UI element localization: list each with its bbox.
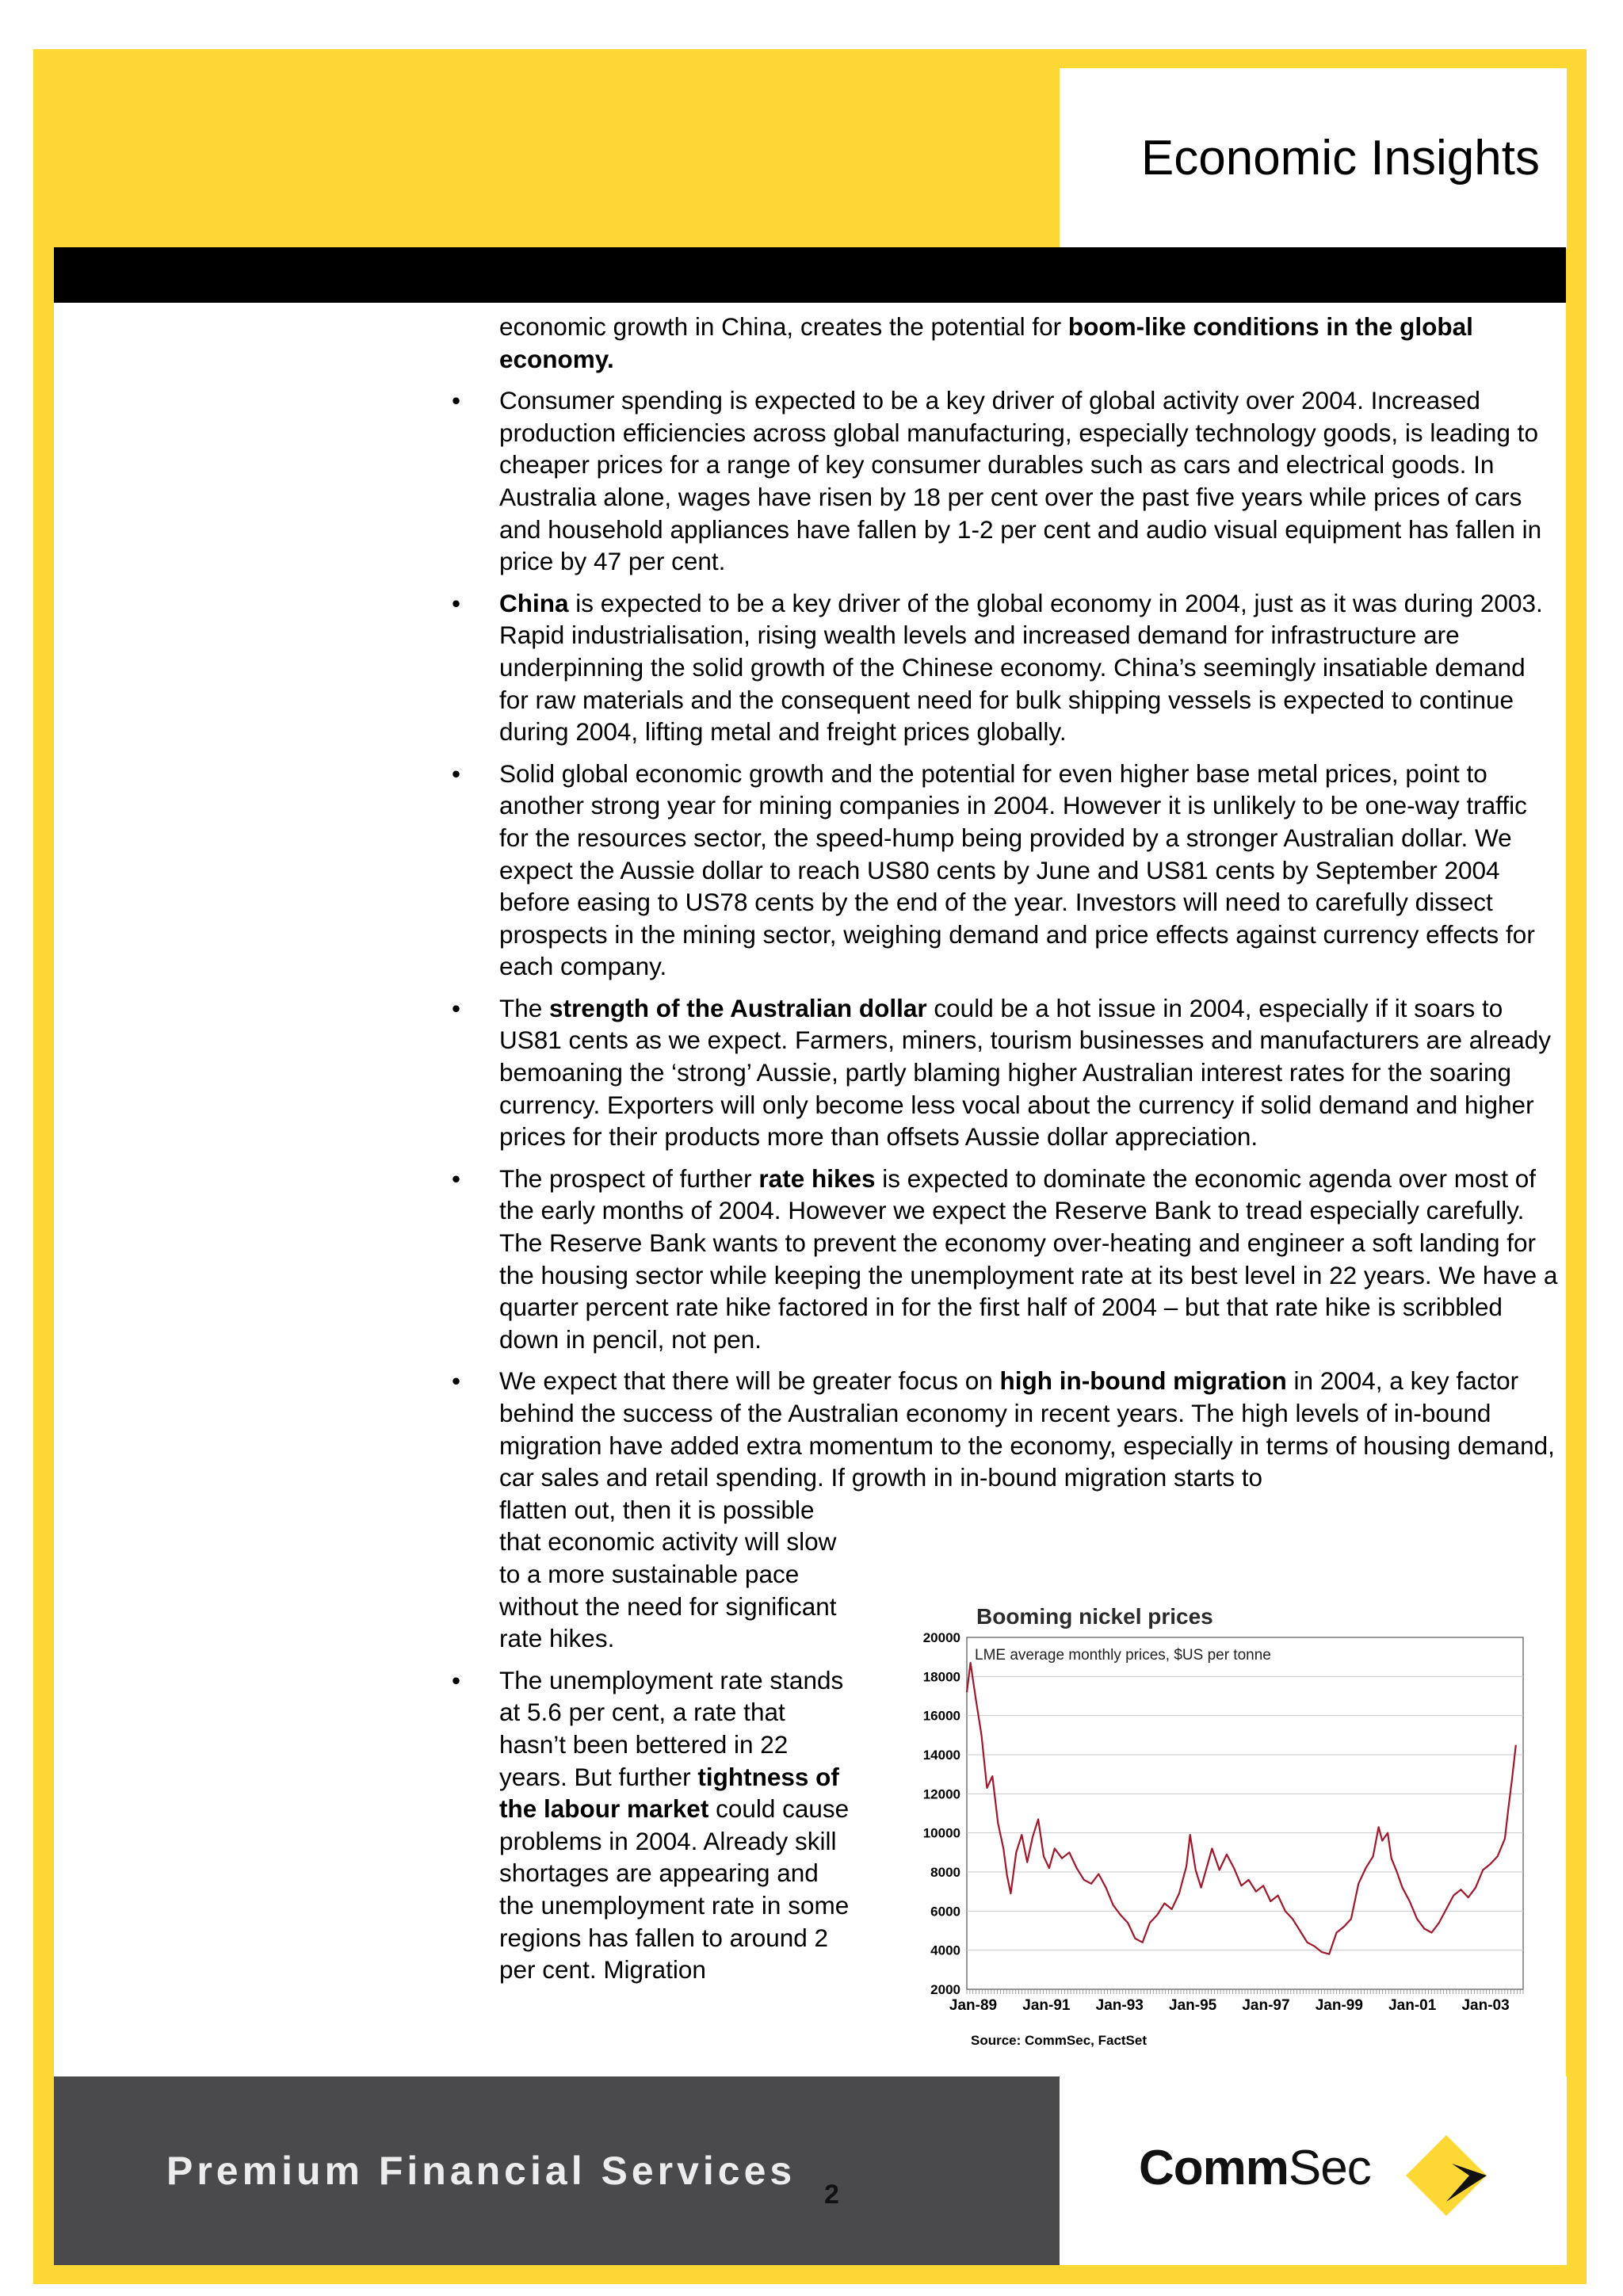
bullet-text: is expected to be a key driver of the global economy in 2004, just as it was during 2003. Rapid industrialisation, rising wealth levels and increased demand for infrastructure are underpinning the solid growth of the Chinese economy. China’s seemingly insatiable demand for raw materials and the consequent need for bulk shipping vessels is expected to continue during 2004, lifting metal and freight prices globally. — [499, 588, 1543, 747]
page-number: 2 — [824, 2179, 839, 2210]
bullet-text: We expect that there will be greater focus on — [499, 1366, 1000, 1396]
logo-comm: Comm — [1139, 2141, 1289, 2195]
logo-sec: Sec — [1288, 2141, 1371, 2195]
bullet-text: flatten out, then it is possible that economic activity will slow to a more sustainable pace without the need for significant rate hikes. — [499, 1495, 837, 1653]
y-tick-label: 10000 — [922, 1825, 960, 1841]
chart-source: Source: CommSec, FactSet — [971, 2033, 1148, 2048]
x-tick-label: Jan-95 — [1169, 1997, 1217, 2014]
x-tick-label: Jan-91 — [1022, 1997, 1071, 2014]
bullet-rate-hikes — [452, 1163, 1561, 1356]
chart-title: Booming nickel prices — [976, 1604, 1213, 1629]
x-tick-label: Jan-03 — [1461, 1997, 1510, 2014]
migration-continuation — [499, 1494, 856, 1655]
bullet-bold-text: high in-bound migration — [999, 1366, 1287, 1396]
bullet-text: in 2004, a key factor behind the success of the Australian economy in recent years. The high levels of in-bound migration have added extra momentum to the economy, especially in terms of housing demand, car sales and retail spending. If growth in in-bound migration starts to — [499, 1366, 1555, 1492]
footer-tagline: Premium Financial Services — [166, 2149, 796, 2193]
y-tick-label: 14000 — [922, 1748, 960, 1763]
x-tick-label: Jan-97 — [1242, 1997, 1290, 2014]
bullet-bold-text: China — [499, 588, 569, 617]
bullet-migration — [452, 1365, 1561, 1493]
bullet-china — [452, 587, 1561, 748]
bullet-glyph: • — [452, 1163, 461, 1193]
y-tick-label: 16000 — [922, 1708, 960, 1724]
bullet-bold-text: strength of the Australian dollar — [549, 993, 927, 1022]
x-tick-label: Jan-89 — [949, 1997, 998, 2014]
bullet-text: could cause problems in 2004. Already skill shortages are appearing and the unemployment rate in some regions has fallen to around 2 per cent. Migration — [499, 1794, 850, 1985]
bullet-text: is expected to dominate the economic agenda over most of the early months of 2004. However we expect the Reserve Bank to tread especially carefully. The Reserve Bank wants to prevent the economy over-heating and engineer a soft landing for the housing sector while keeping the unemployment rate at its best level in 22 years. We have a quarter percent rate hike factored in for the first half of 2004 – but that rate hike is scribbled down in pencil, not pen. — [499, 1163, 1558, 1354]
bullet-glyph: • — [452, 1665, 461, 1694]
commsec-diamond-icon — [1403, 2132, 1490, 2219]
chart-svg — [872, 1591, 1537, 2035]
commsec-logo-text — [1139, 2140, 1371, 2196]
bullet-text: The — [499, 993, 550, 1022]
chart-subtitle: LME average monthly prices, $US per tonne — [975, 1647, 1271, 1664]
bullet-glyph: • — [452, 993, 461, 1022]
bullet-glyph: • — [452, 758, 461, 788]
plot-area — [967, 1637, 1523, 1989]
y-tick-label: 8000 — [930, 1865, 960, 1880]
x-tick-label: Jan-01 — [1388, 1997, 1437, 2014]
y-tick-label: 20000 — [922, 1630, 960, 1645]
bullet-glyph: • — [452, 588, 461, 617]
bullet-text: Consumer spending is expected to be a key driver of global activity over 2004. Increased production efficiencies across global manufacturing, especially technology goods, is leading to cheaper prices for a range of key consumer durables such as cars and electrical goods. In Australia alone, wages have risen by 18 per cent over the past five years while prices of cars and household appliances have fallen by 1-2 per cent and audio visual equipment has fallen in price by 47 per cent. — [499, 386, 1542, 576]
bullet-consumer-spending — [452, 384, 1561, 578]
intro-text: economic growth in China, creates the potential for — [499, 312, 1068, 341]
bullet-bold-text: rate hikes — [758, 1163, 876, 1193]
nickel-price-chart — [872, 1591, 1537, 2067]
intro-paragraph — [499, 311, 1561, 375]
bullet-bold-text: tightness of the labour market — [499, 1762, 839, 1824]
intro-bold-text: boom-like conditions in the global economy. — [499, 312, 1473, 373]
bullet-unemployment — [452, 1664, 856, 1986]
bullet-text: could be a hot issue in 2004, especially if it soars to US81 cents as we expect. Farmers, miners, tourism businesses and manufacturers are already bemoaning the ‘strong’ Aussie, partly blaming higher Australian interest rates for the soaring currency. Exporters will only become less vocal about the currency if solid demand and higher prices for their products more than offsets Aussie dollar appreciation. — [499, 993, 1552, 1152]
x-tick-label: Jan-93 — [1095, 1997, 1144, 2014]
y-tick-label: 4000 — [930, 1943, 960, 1958]
page-title: Economic Insights — [1140, 131, 1540, 185]
bullet-text: Solid global economic growth and the potential for even higher base metal prices, point to another strong year for mining companies in 2004. However it is unlikely to be one-way traffic for the resources sector, the speed-hump being provided by a stronger Australian dollar. We expect the Aussie dollar to reach US80 cents by June and US81 cents by September 2004 before easing to US78 cents by the end of the year. Investors will need to carefully dissect prospects in the mining sector, weighing demand and price effects against currency effects for each company. — [499, 758, 1535, 981]
bullet-glyph: • — [452, 1366, 461, 1396]
x-tick-label: Jan-99 — [1315, 1997, 1363, 2014]
bullet-australian-dollar — [452, 992, 1561, 1153]
y-tick-label: 6000 — [930, 1904, 960, 1920]
bullet-mining — [452, 758, 1561, 983]
y-tick-label: 2000 — [930, 1982, 960, 1997]
y-tick-label: 18000 — [922, 1669, 960, 1685]
bullet-text: The unemployment rate stands at 5.6 per cent, a rate that hasn’t been bettered in 22 years. But further — [499, 1665, 844, 1791]
bullet-text: The prospect of further — [499, 1163, 759, 1193]
y-tick-label: 12000 — [922, 1786, 960, 1802]
bullet-glyph: • — [452, 386, 461, 415]
header-black-bar — [54, 247, 1566, 303]
title-box — [1060, 68, 1567, 249]
